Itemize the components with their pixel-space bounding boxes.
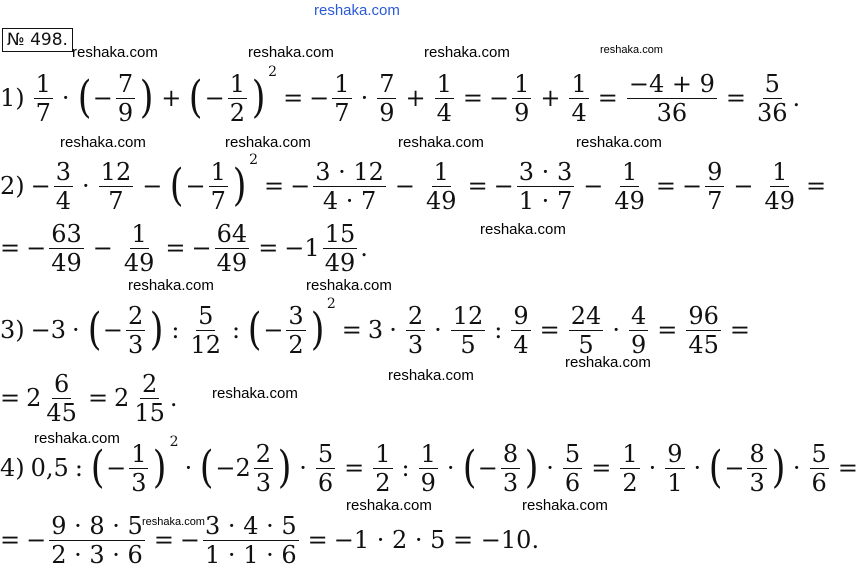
watermark: reshaka.com bbox=[346, 497, 432, 514]
eq-line-4: 4) 0,5 : ( − $\frac{1}{3}$ ) 2 · ( −2 $\frac{2}{3}$ ) · $\frac{5}{6}$ = $\frac{1}{2}$ : $\frac{1}{9}$ · ( − $\frac{8}{3}$ ) · $\frac{5}{6}$ = $\frac{1}{2}$ · $\frac{9}{1}$ · ( − $\frac{8}{3}$ ) · $\frac{5}{6}$ = bbox=[0, 434, 858, 497]
answer-1-num: 5 bbox=[764, 69, 780, 98]
watermark: reshaka.com bbox=[306, 277, 392, 294]
eq-line-4b: = − $\frac{9 \cdot 8 \cdot 5}{2 \cdot 3 \cdot 6}$ = − $\frac{3 \cdot 4 \cdot 5}{1 \cdot 1 \cdot 6}$ = −1 · 2 · 5 = −10. bbox=[0, 511, 540, 569]
watermark: reshaka.com bbox=[565, 354, 651, 371]
fraction: $\frac{1}{7}$ bbox=[35, 69, 51, 127]
eq-line-2: 2) − $\frac{3}{4}$ · $\frac{12}{7}$ − ( − $\frac{1}{7}$ ) 2 = − $\frac{3 \cdot 12}{4 \cdot 7}$ − $\frac{1}{49}$ = − $\frac{3 \cdot 3}{1 \cdot 7}$ − $\frac{1}{49}$ = − $\frac{9}{7}$ − $\frac{1}{49}$ = bbox=[0, 152, 827, 215]
eq-line-3b: = 2 $\frac{6}{45}$ = 2 $\frac{2}{15}$ . bbox=[0, 369, 178, 427]
label-4: 4) bbox=[0, 454, 25, 482]
watermark: reshaka.com bbox=[388, 367, 474, 384]
answer-2-whole: −1 bbox=[284, 234, 320, 262]
watermark: reshaka.com bbox=[522, 497, 608, 514]
watermark: reshaka.com bbox=[248, 44, 334, 61]
eq-line-3: 3) −3 · ( − $\frac{2}{3}$ ) : $\frac{5}{12}$ : ( − $\frac{3}{2}$ ) 2 = 3 · $\frac{2}{3}$ · $\frac{12}{5}$ : $\frac{9}{4}$ = $\frac{24}{5}$ · $\frac{4}{9}$ = $\frac{96}{45}$ = bbox=[0, 296, 751, 359]
watermark: reshaka.com bbox=[398, 134, 484, 151]
watermark: reshaka.com bbox=[225, 134, 311, 151]
watermark: reshaka.com bbox=[34, 430, 120, 447]
answer-1-den: 36 bbox=[757, 98, 788, 127]
watermark: reshaka.com bbox=[142, 516, 205, 528]
site-header[interactable]: reshaka.com bbox=[314, 2, 400, 19]
watermark: reshaka.com bbox=[72, 44, 158, 61]
problem-number: № 498. bbox=[2, 28, 73, 52]
watermark: reshaka.com bbox=[424, 44, 510, 61]
label-3: 3) bbox=[0, 316, 25, 344]
eq-line-1: 1) $\frac{1}{7}$ · ( − $\frac{7}{9}$ ) + ( − $\frac{1}{2}$ ) 2 = − $\frac{1}{7}$ · $\frac{7}{9}$ + $\frac{1}{4}$ = − $\frac{1}{9}$ + $\frac{1}{4}$ = $\frac{-4 + 9}{36}$ = $\frac{5}{36}$ . bbox=[0, 64, 801, 127]
eq-line-2b: = − $\frac{63}{49}$ − $\frac{1}{49}$ = − $\frac{64}{49}$ = −1 $\frac{15}{49}$ . bbox=[0, 219, 368, 277]
watermark: reshaka.com bbox=[576, 134, 662, 151]
watermark: reshaka.com bbox=[600, 44, 663, 56]
label-2: 2) bbox=[0, 172, 25, 200]
watermark: reshaka.com bbox=[212, 385, 298, 402]
label-1: 1) bbox=[0, 84, 25, 112]
watermark: reshaka.com bbox=[128, 277, 214, 294]
watermark: reshaka.com bbox=[60, 134, 146, 151]
watermark: reshaka.com bbox=[480, 221, 566, 238]
answer-4: −1 · 2 · 5 = −10. bbox=[333, 526, 540, 554]
